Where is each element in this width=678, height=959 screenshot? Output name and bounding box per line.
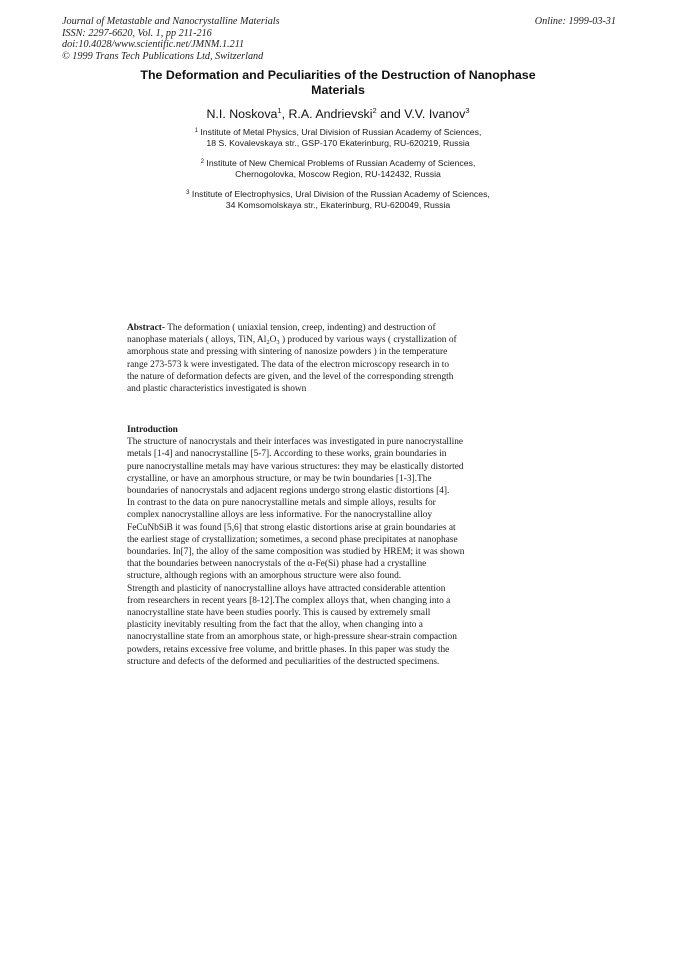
affiliation-3 xyxy=(90,189,586,212)
paragraph-line: The structure of nanocrystals and their interfaces was investigated in pure nanocrystalline xyxy=(127,437,464,448)
author-list xyxy=(70,107,606,122)
paragraph-line: Strength and plasticity of nanocrystalline alloys have attracted considerable attention xyxy=(127,583,446,594)
affiliation-line: Institute of New Chemical Problems of Russian Academy of Sciences, xyxy=(206,158,476,168)
author-separator-2: and xyxy=(376,107,405,121)
affiliation-line: 34 Komsomolskaya str., Ekaterinburg, RU-620049, Russia xyxy=(225,200,451,211)
author-2-name: R.A. Andrievski xyxy=(288,107,373,121)
affiliation-mark: 3 xyxy=(186,190,190,196)
paragraph-line: structure and defects of the deformed and peculiarities of the destructed specimens. xyxy=(127,656,440,667)
paragraph-line: complex nanocrystalline alloys are less informative. For the nanocrystalline alloy xyxy=(127,510,433,521)
paragraph-line: boundaries of nanocrystals and adjacent regions undergo strong elastic distortions [4]. xyxy=(127,486,450,497)
abstract-text: nanophase materials ( alloys, TiN, Al xyxy=(127,335,267,346)
journal-header xyxy=(62,16,442,62)
affiliation-line: Chernogolovka, Moscow Region, RU-142432, Russia xyxy=(235,169,441,180)
paragraph-line: boundaries. In[7], the alloy of the same composition was studied by HREM; it was shown xyxy=(127,547,465,558)
paragraph-line: FeCuNbSiB it was found [5,6] that strong elastic distortions arise at grain boundaries at xyxy=(127,522,456,533)
paragraph-line: nanocrystalline state have been studies poorly. This is caused by extremely small xyxy=(127,608,431,619)
paragraph-line: the earliest stage of crystallization; sometimes, a second phase precipitates at nanophase xyxy=(127,534,458,545)
affiliation-2 xyxy=(90,158,586,181)
abstract-label: Abstract- xyxy=(127,323,166,333)
author-3-name: V.V. Ivanov xyxy=(404,107,466,121)
introduction-section xyxy=(127,424,557,668)
abstract-text: ) produced by various ways ( crystallization of xyxy=(279,335,457,346)
chemical-subscript: 2 xyxy=(266,339,270,347)
abstract-text: and plastic characteristics investigated is shown xyxy=(127,384,307,395)
journal-doi: doi:10.4028/www.scientific.net/JMNM.1.211 xyxy=(62,39,245,51)
journal-issn: ISSN: 2297-6620, Vol. 1, pp 211-216 xyxy=(62,27,212,39)
author-2-affiliation-mark: 2 xyxy=(372,106,377,115)
paragraph-line: metals [1-4] and nanocrystalline [5-7]. According to these works, grain boundaries in xyxy=(127,449,447,460)
online-date: Online: 1999-03-31 xyxy=(534,16,616,27)
abstract-section xyxy=(127,322,557,395)
affiliation-line: 18 S. Kovalevskaya str., GSP-170 Ekaterinburg, RU-620219, Russia xyxy=(206,138,470,149)
paragraph-line: structure, although regions with an amorphous structure were also found. xyxy=(127,571,402,582)
affiliation-mark: 2 xyxy=(200,159,204,165)
affiliation-line: Institute of Electrophysics, Ural Division of the Russian Academy of Sciences, xyxy=(191,189,490,199)
author-separator-1: , xyxy=(281,107,289,121)
paragraph-line: from researchers in recent years [8-12].The complex alloys that, when changing into a xyxy=(127,595,451,606)
author-1-name: N.I. Noskova xyxy=(206,107,278,121)
journal-name: Journal of Metastable and Nanocrystalline Materials xyxy=(62,16,280,27)
affiliation-line: Institute of Metal Physics, Ural Division of Russian Academy of Sciences, xyxy=(200,127,482,137)
paragraph-line: nanocrystalline state from an amorphous state, or high-pressure shear-strain compaction xyxy=(127,632,457,643)
paragraph-line: that the boundaries between nanocrystals of the α-Fe(Si) phase had a crystalline xyxy=(127,559,427,570)
paragraph-line: In contrast to the data on pure nanocrystalline metals and simple alloys, results for xyxy=(127,498,436,509)
paragraph-line: pure nanocrystalline metals may have various structures: they may be elastically distorted xyxy=(127,461,464,472)
abstract-text: amorphous state and pressing with sintering of nanosize powders ) in the temperature xyxy=(127,347,448,358)
author-1-affiliation-mark: 1 xyxy=(277,106,282,115)
paper-title xyxy=(70,68,606,97)
abstract-text: range 273-573 k were investigated. The data of the electron microscopy research in to xyxy=(127,359,450,370)
paper-title-line-2: Materials xyxy=(311,82,365,97)
journal-copyright: © 1999 Trans Tech Publications Ltd, Switzerland xyxy=(62,50,264,62)
abstract-text: the nature of deformation defects are given, and the level of the corresponding strength xyxy=(127,371,454,382)
chemical-subscript: 3 xyxy=(276,339,280,347)
abstract-text: The deformation ( uniaxial tension, creep, indenting) and destruction of xyxy=(165,323,436,333)
abstract-text: O xyxy=(269,335,277,346)
affiliation-1 xyxy=(90,127,586,150)
paper-title-line-1: The Deformation and Peculiarities of the Destruction of Nanophase xyxy=(140,68,536,82)
author-3-affiliation-mark: 3 xyxy=(465,106,470,115)
affiliation-mark: 1 xyxy=(194,128,198,134)
paragraph-line: powders, retains excessive free volume, and brittle phases. In this paper was study the xyxy=(127,644,450,655)
paragraph-line: plasticity inevitably resulting from the fact that the alloy, when changing into a xyxy=(127,620,423,631)
paragraph-line: crystalline, or have an amorphous structure, or may be twin boundaries [1-3].The xyxy=(127,473,432,484)
section-heading: Introduction xyxy=(127,425,178,435)
